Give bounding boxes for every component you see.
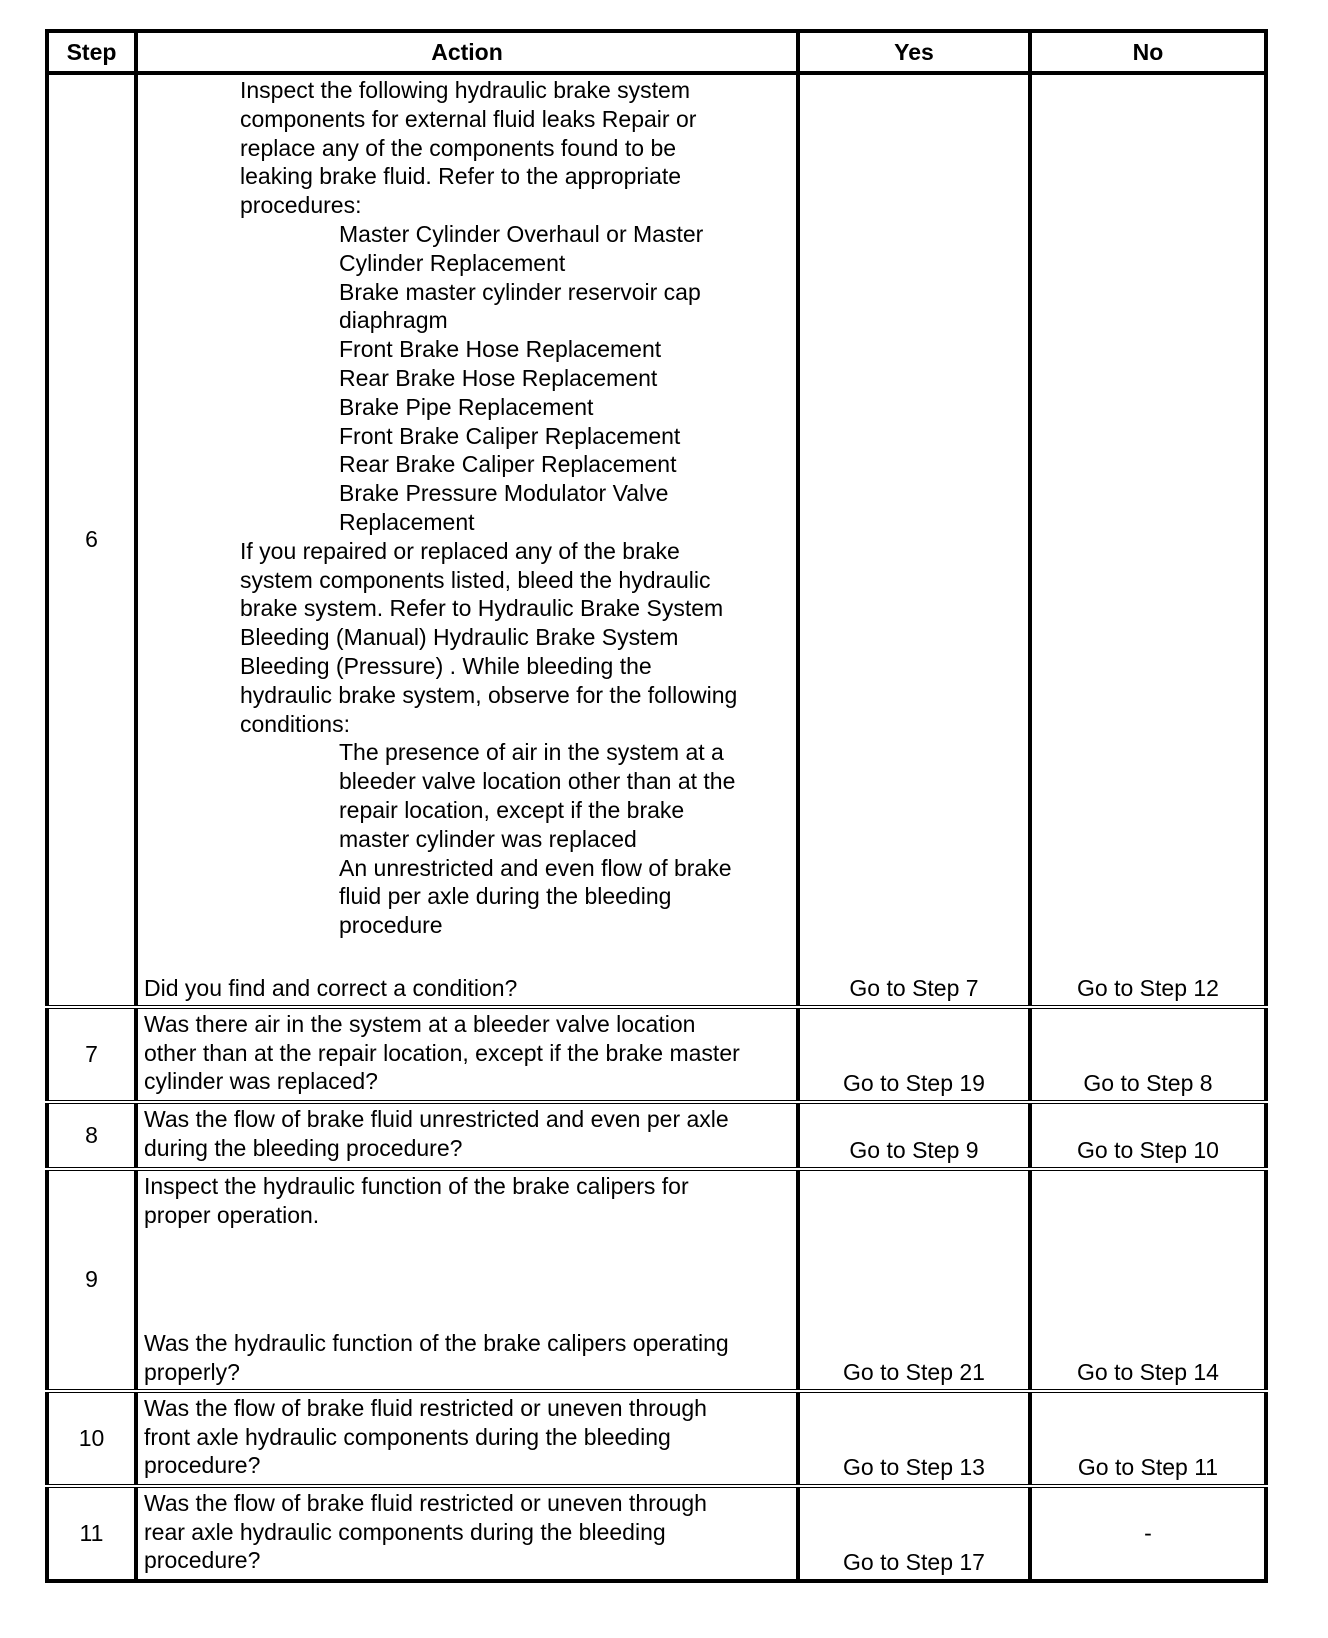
no-cell: Go to Step 12 xyxy=(1030,73,1266,1007)
no-cell: Go to Step 10 xyxy=(1030,1102,1266,1169)
header-step: Step xyxy=(47,31,136,73)
component-list xyxy=(144,220,792,537)
text-line: Was the flow of brake fluid unrestricted and even per axle xyxy=(144,1105,729,1132)
action-cell xyxy=(136,73,798,1007)
list-item: procedure xyxy=(339,912,443,939)
list-item: repair location, except if the brake xyxy=(339,796,685,823)
yes-cell: Go to Step 17 xyxy=(798,1486,1030,1581)
no-cell: Go to Step 11 xyxy=(1030,1391,1266,1486)
text-line: procedure? xyxy=(144,1452,261,1479)
step-number: 7 xyxy=(47,1007,136,1102)
list-item: Rear Brake Hose Replacement xyxy=(339,364,658,391)
text-line: Inspect the hydraulic function of the brake calipers for xyxy=(144,1172,689,1199)
no-cell: - xyxy=(1030,1486,1266,1581)
text-line: front axle hydraulic components during the bleeding xyxy=(144,1423,671,1450)
question-text: Was the hydraulic function of the brake calipers operating xyxy=(144,1330,729,1357)
yes-cell: Go to Step 21 xyxy=(798,1169,1030,1391)
list-item: diaphragm xyxy=(339,307,448,334)
list-item: An unrestricted and even flow of brake xyxy=(339,854,732,881)
table-row-step-8 xyxy=(47,1102,1266,1169)
list-item: fluid per axle during the bleeding xyxy=(339,883,672,910)
list-item: The presence of air in the system at a xyxy=(339,739,724,766)
bleed-instructions xyxy=(144,537,792,739)
table-row-step-7 xyxy=(47,1007,1266,1102)
text-line: Inspect the following hydraulic brake system xyxy=(240,77,690,103)
step-number: 11 xyxy=(47,1486,136,1581)
text-line: brake system. Refer to Hydraulic Brake System xyxy=(240,595,724,622)
header-yes: Yes xyxy=(798,31,1030,73)
question-text: Did you find and correct a condition? xyxy=(144,974,518,1001)
text-line: procedure? xyxy=(144,1547,261,1574)
list-item: Master Cylinder Overhaul or Master xyxy=(339,220,704,247)
spacer xyxy=(144,940,792,974)
action-cell xyxy=(136,1486,798,1581)
text-line: If you repaired or replaced any of the brake xyxy=(240,537,680,564)
list-item: bleeder valve location other than at the xyxy=(339,768,736,795)
header-no: No xyxy=(1030,31,1266,73)
list-item: Brake Pipe Replacement xyxy=(339,393,594,420)
inspect-instructions xyxy=(144,76,792,220)
yes-cell: Go to Step 19 xyxy=(798,1007,1030,1102)
action-cell xyxy=(136,1391,798,1486)
no-cell: Go to Step 14 xyxy=(1030,1169,1266,1391)
step-number: 9 xyxy=(47,1169,136,1391)
action-cell xyxy=(136,1007,798,1102)
text-line: other than at the repair location, except if the brake master xyxy=(144,1039,740,1066)
yes-cell: Go to Step 7 xyxy=(798,73,1030,1007)
text-line: cylinder was replaced? xyxy=(144,1068,378,1095)
table-row-step-9 xyxy=(47,1169,1266,1391)
text-line: system components listed, bleed the hydraulic xyxy=(240,566,711,593)
text-line: during the bleeding procedure? xyxy=(144,1134,463,1161)
diagnostic-table xyxy=(45,29,1268,1583)
list-item: Brake master cylinder reservoir cap xyxy=(339,278,701,305)
step-number: 8 xyxy=(47,1102,136,1169)
list-item: master cylinder was replaced xyxy=(339,825,637,852)
text-line: proper operation. xyxy=(144,1201,320,1228)
list-item: Brake Pressure Modulator Valve xyxy=(339,480,669,507)
yes-cell: Go to Step 9 xyxy=(798,1102,1030,1169)
text-line: Bleeding (Manual) Hydraulic Brake System xyxy=(240,624,679,651)
list-item: Rear Brake Caliper Replacement xyxy=(339,451,677,478)
question-text: properly? xyxy=(144,1359,240,1386)
step-number: 10 xyxy=(47,1391,136,1486)
text-line: hydraulic brake system, observe for the following xyxy=(240,681,738,708)
header-row xyxy=(47,31,1266,73)
text-line: Was the flow of brake fluid restricted or uneven through xyxy=(144,1489,707,1516)
text-line: leaking brake fluid. Refer to the appropriate xyxy=(240,163,682,190)
text-line: Bleeding (Pressure) . While bleeding the xyxy=(240,652,652,679)
text-line: procedures: xyxy=(240,192,362,219)
text-line: rear axle hydraulic components during the bleeding xyxy=(144,1518,666,1545)
condition-list xyxy=(144,738,792,940)
no-cell: Go to Step 8 xyxy=(1030,1007,1266,1102)
list-item: Front Brake Caliper Replacement xyxy=(339,422,681,449)
text-line: Was the flow of brake fluid restricted or uneven through xyxy=(144,1394,707,1421)
text-line: Was there air in the system at a bleeder valve location xyxy=(144,1010,696,1037)
yes-cell: Go to Step 13 xyxy=(798,1391,1030,1486)
text-line: components for external fluid leaks Repair or xyxy=(240,105,697,132)
header-action: Action xyxy=(136,31,798,73)
text-line: conditions: xyxy=(240,710,350,737)
table-row-step-6 xyxy=(47,73,1266,1007)
step-number: 6 xyxy=(47,73,136,1007)
list-item: Front Brake Hose Replacement xyxy=(339,336,662,363)
list-item: Cylinder Replacement xyxy=(339,249,566,276)
list-item: Replacement xyxy=(339,508,475,535)
table-row-step-10 xyxy=(47,1391,1266,1486)
spacer xyxy=(144,1229,792,1329)
text-line: replace any of the components found to be xyxy=(240,134,677,161)
action-cell xyxy=(136,1102,798,1169)
table-row-step-11 xyxy=(47,1486,1266,1581)
action-cell xyxy=(136,1169,798,1391)
